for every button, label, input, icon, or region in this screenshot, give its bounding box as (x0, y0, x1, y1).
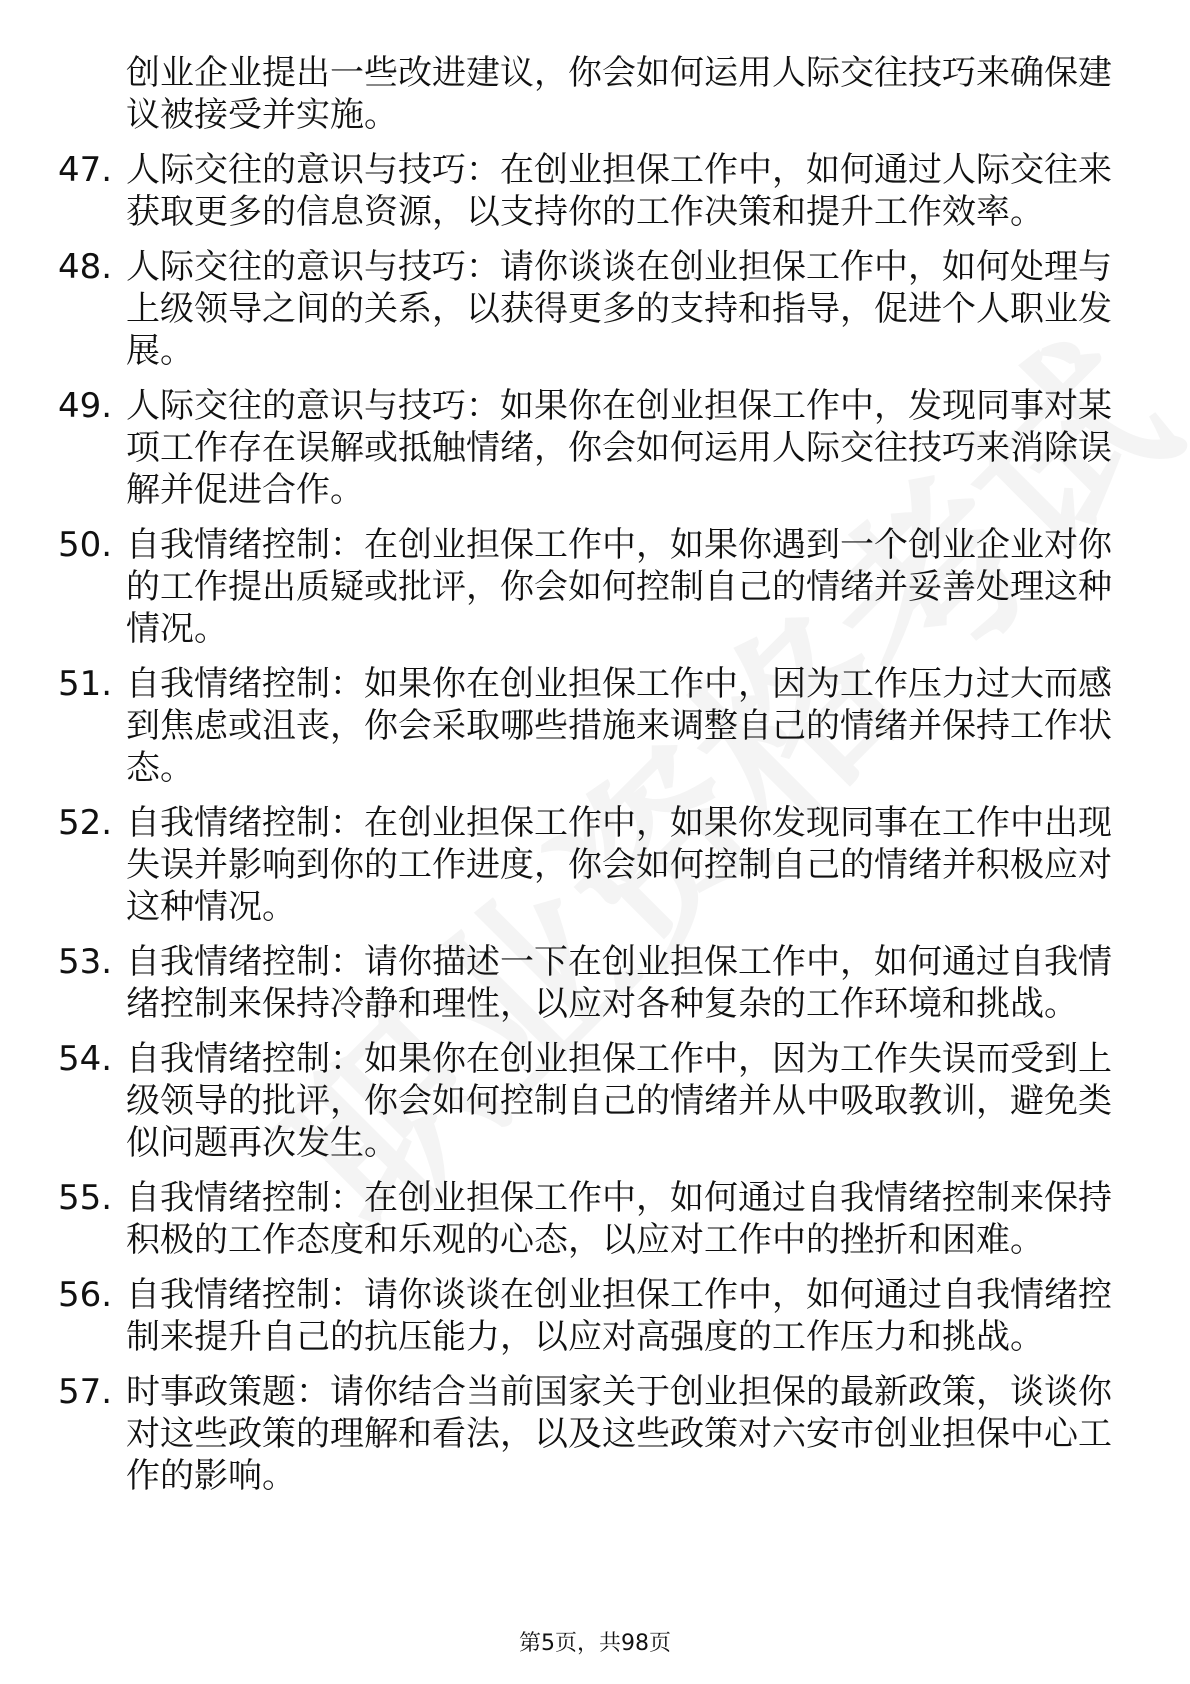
question-text: 自我情绪控制：在创业担保工作中，如果你遇到一个创业企业对你的工作提出质疑或批评，你会如何控制自己的情绪并妥善处理这种情况。 (126, 525, 1112, 649)
question-text: 自我情绪控制：如果你在创业担保工作中，因为工作失误而受到上级领导的批评，你会如何控制自己的情绪并从中吸取教训，避免类似问题再次发生。 (126, 1039, 1112, 1163)
question-item (58, 524, 1118, 650)
question-text: 人际交往的意识与技巧：在创业担保工作中，如何通过人际交往来获取更多的信息资源，以支持你的工作决策和提升工作效率。 (126, 150, 1112, 232)
question-number: 52. (58, 803, 113, 843)
question-item (58, 1274, 1118, 1358)
question-number: 55. (58, 1178, 113, 1218)
question-number: 49. (58, 386, 113, 426)
question-item (58, 941, 1118, 1025)
question-number: 56. (58, 1275, 113, 1315)
question-text: 自我情绪控制：在创业担保工作中，如果你发现同事在工作中出现失误并影响到你的工作进度，你会如何控制自己的情绪并积极应对这种情况。 (126, 803, 1112, 927)
question-text: 自我情绪控制：请你描述一下在创业担保工作中，如何通过自我情绪控制来保持冷静和理性，以应对各种复杂的工作环境和挑战。 (126, 942, 1112, 1024)
page-footer: 第5页，共98页 (519, 1631, 671, 1656)
question-number: 50. (58, 525, 113, 565)
question-text: 自我情绪控制：在创业担保工作中，如何通过自我情绪控制来保持积极的工作态度和乐观的心态，以应对工作中的挫折和困难。 (126, 1178, 1112, 1260)
question-number: 57. (58, 1372, 113, 1412)
question-item (58, 1177, 1118, 1261)
question-number: 47. (58, 150, 113, 190)
question-list (58, 52, 1118, 1510)
question-item (58, 385, 1118, 511)
question-number: 48. (58, 247, 113, 287)
question-item (58, 1371, 1118, 1497)
question-text: 人际交往的意识与技巧：请你谈谈在创业担保工作中，如何处理与上级领导之间的关系，以获得更多的支持和指导，促进个人职业发展。 (126, 247, 1112, 371)
question-item (58, 149, 1118, 233)
question-item (58, 246, 1118, 372)
question-text: 时事政策题：请你结合当前国家关于创业担保的最新政策，谈谈你对这些政策的理解和看法，以及这些政策对六安市创业担保中心工作的影响。 (126, 1372, 1112, 1496)
question-text: 自我情绪控制：请你谈谈在创业担保工作中，如何通过自我情绪控制来提升自己的抗压能力，以应对高强度的工作压力和挑战。 (126, 1275, 1112, 1357)
question-number: 54. (58, 1039, 113, 1079)
question-text: 人际交往的意识与技巧：如果你在创业担保工作中，发现同事对某项工作存在误解或抵触情绪，你会如何运用人际交往技巧来消除误解并促进合作。 (126, 386, 1112, 510)
question-item (58, 663, 1118, 789)
question-item (58, 802, 1118, 928)
question-number: 51. (58, 664, 113, 704)
question-item (58, 1038, 1118, 1164)
question-text: 自我情绪控制：如果你在创业担保工作中，因为工作压力过大而感到焦虑或沮丧，你会采取哪些措施来调整自己的情绪并保持工作状态。 (126, 664, 1112, 788)
question-number: 53. (58, 942, 113, 982)
continued-paragraph: 创业企业提出一些改进建议，你会如何运用人际交往技巧来确保建议被接受并实施。 (126, 53, 1112, 135)
